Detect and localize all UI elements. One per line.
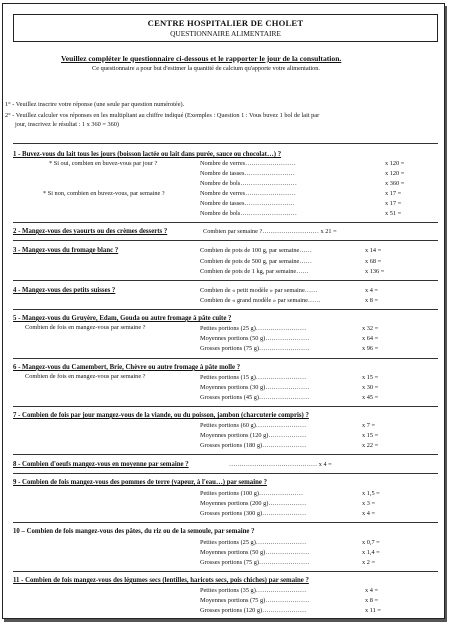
q8-answer-line: …………………………………… x 4 =	[229, 461, 332, 468]
instruction-2-example: jour, inscrivez le résultat : 1 x 360 = 360)	[15, 121, 120, 128]
divider	[13, 454, 438, 455]
header-box	[13, 14, 438, 42]
divider	[13, 522, 438, 523]
question-1: 1 - Buvez-vous du lait tous les jours (boisson lactée ou lait dans purée, sauce ou chocolat…) ?	[13, 151, 282, 158]
question-8: 8 - Combien d'oeufs mangez-vous en moyenne par semaine ?	[13, 461, 189, 468]
divider	[13, 358, 438, 359]
question-1-if-no: * Si non, combien en buvez-vous, par semaine ?	[43, 190, 165, 197]
divider	[13, 240, 438, 241]
question-2: 2 - Mangez-vous des yaourts ou des crèmes desserts ?	[13, 228, 168, 235]
divider	[13, 571, 438, 572]
question-4: 4 - Mangez-vous des petits suisses ?	[13, 287, 116, 294]
intro-purpose: Ce questionnaire a pour but d'estimer la quantité de calcium qu'apporte votre alimentation.	[92, 65, 321, 72]
questionnaire-page: CENTRE HOSPITALIER DE CHOLET QUESTIONNAIRE ALIMENTAIRE Veuillez compléter le questionnaire ci-dessous et le rapporter le jour de la consultation. Ce questionnaire a pour but d'estimer la quantité de calcium qu'apporte votre alimentation. 1° - Veuillez inscrire votre réponse (une seule par question numérotée). 2° - Veuillez calculer vos réponses en les multipliant au chiffre indiqué (Exemples : Question 1 : Vous buvez 1 bol de lait par jour, inscrivez le résultat : 1 x 360 = 360) 1 - Buvez-vous du lait tous les jours (boisson lactée ou lait dans purée, sauce ou chocolat…) ? * Si oui, combien en buvez-vous par jour ? Nombre de verres…………………… x 120 = Nombre de tasses…………………… x 120 = Nombre de bols……………………… x 360 = * Si non, combien en buvez-vous, par semaine ? Nombre de verres…………………… x 17 = Nombre de tasses…………………… x 17 = Nombre de bols……………………… x 51 = 2 - Mangez-vous des yaourts ou des crèmes desserts ? Combien par semaine ?……………………… x 21 = 3 - Mangez-vous du fromage blanc ? Combien de pots de 100 g, par semaine…… x 14 = Combien de pots de 500 g, par semaine…… x 68 = Combien de pots de 1 kg, par semaine…… x 136 = 4 - Mangez-vous des petits suisses ? Combien de « petit modèle » par semaine…… x 4 = Combien de « grand modèle » par semaine…… x 8 = 5 - Mangez-vous du Gruyère, Edam, Gouda ou autre fromage à pâte cuite ? Combien de fois en mangez-vous par semaine ? Petites portions (25 g)…………………… x 32 = Moyennes portions (50 g)………………… x 64 = Grosses portions (75 g)…………………… x 96 = 6 - Mangez-vous du Camembert, Brie, Chèvre ou autre fromage à pâte molle ? Combien de fois en mangez-vous par semaine ? Petites portions (15 g)…………………… x 15 = Moyennes portions (30 g)………………… x 30 = Grosses portions (45 g)…………………… x 45 = 7 - Combien de fois par jour mangez-vous de la viande, ou du poisson, jambon (charcuterie compris) ? Petites portions (60 g)…………………… x 7 = Moyennes portions (120 g)……………… x 15 = Grosses portions (180 g)………………… x 22 = 8 - Combien d'oeufs mangez-vous en moyenne par semaine ? …………………………………… x 4 = 9 - Combien de fois mangez-vous des pommes de terre (vapeur, à l'eau…) par semaine ? Petites portions (100 g)………………… x 1,5 = Moyennes portions (200 g)……………… x 3 = Grosses portions (300 g)………………… x 4 = 10 – Combien de fois mangez-vous des pâtes, du riz ou de la semoule, par semaine ? Petites portions (25 g)…………………… x 0,7 = Moyennes portions (50 g)………………… x 1,4 = Grosses portions (75 g)…………………… x 2 = 11 - Combien de fois mangez-vous des légumes secs (lentilles, haricots secs, pois chiches) par semaine ? Petites portions (35 g)…………………… x 4 = Moyennes portions (75 g)………………… x 8 = Grosses portions (120 g)………………… x 11 =	[2, 3, 445, 619]
question-10: 10 – Combien de fois mangez-vous des pâtes, du riz ou de la semoule, par semaine ?	[13, 528, 255, 535]
divider	[13, 222, 438, 223]
q2-answer-line: Combien par semaine ?……………………… x 21 =	[203, 228, 337, 235]
instruction-2: 2° - Veuillez calculer vos réponses en les multipliant au chiffre indiqué (Exemples : Question 1 : Vous buvez 1 bol de lait par	[5, 112, 320, 119]
question-9: 9 - Combien de fois mangez-vous des pommes de terre (vapeur, à l'eau…) par semaine ?	[13, 479, 267, 486]
hospital-title: CENTRE HOSPITALIER DE CHOLET	[147, 18, 304, 28]
instruction-1: 1° - Veuillez inscrire votre réponse (une seule par question numérotée).	[5, 101, 185, 108]
question-6: 6 - Mangez-vous du Camembert, Brie, Chèvre ou autre fromage à pâte molle ?	[13, 364, 241, 371]
divider	[13, 473, 438, 474]
question-1-if-yes: * Si oui, combien en buvez-vous par jour ?	[49, 160, 158, 167]
divider	[13, 406, 438, 407]
divider	[13, 309, 438, 310]
question-6-frequency: Combien de fois en mangez-vous par semaine ?	[25, 373, 146, 380]
divider	[13, 280, 438, 281]
questionnaire-subtitle: QUESTIONNAIRE ALIMENTAIRE	[170, 29, 281, 38]
question-3: 3 - Mangez-vous du fromage blanc ?	[13, 247, 119, 254]
intro-instruction: Veuillez compléter le questionnaire ci-dessous et le rapporter le jour de la consultation.	[61, 54, 342, 63]
question-5: 5 - Mangez-vous du Gruyère, Edam, Gouda ou autre fromage à pâte cuite ?	[13, 315, 232, 322]
question-7: 7 - Combien de fois par jour mangez-vous de la viande, ou du poisson, jambon (charcuterie compris) ?	[13, 412, 309, 419]
divider	[13, 143, 438, 144]
question-5-frequency: Combien de fois en mangez-vous par semaine ?	[25, 324, 146, 331]
question-11: 11 - Combien de fois mangez-vous des légumes secs (lentilles, haricots secs, pois chiches) par semaine ?	[13, 577, 309, 584]
